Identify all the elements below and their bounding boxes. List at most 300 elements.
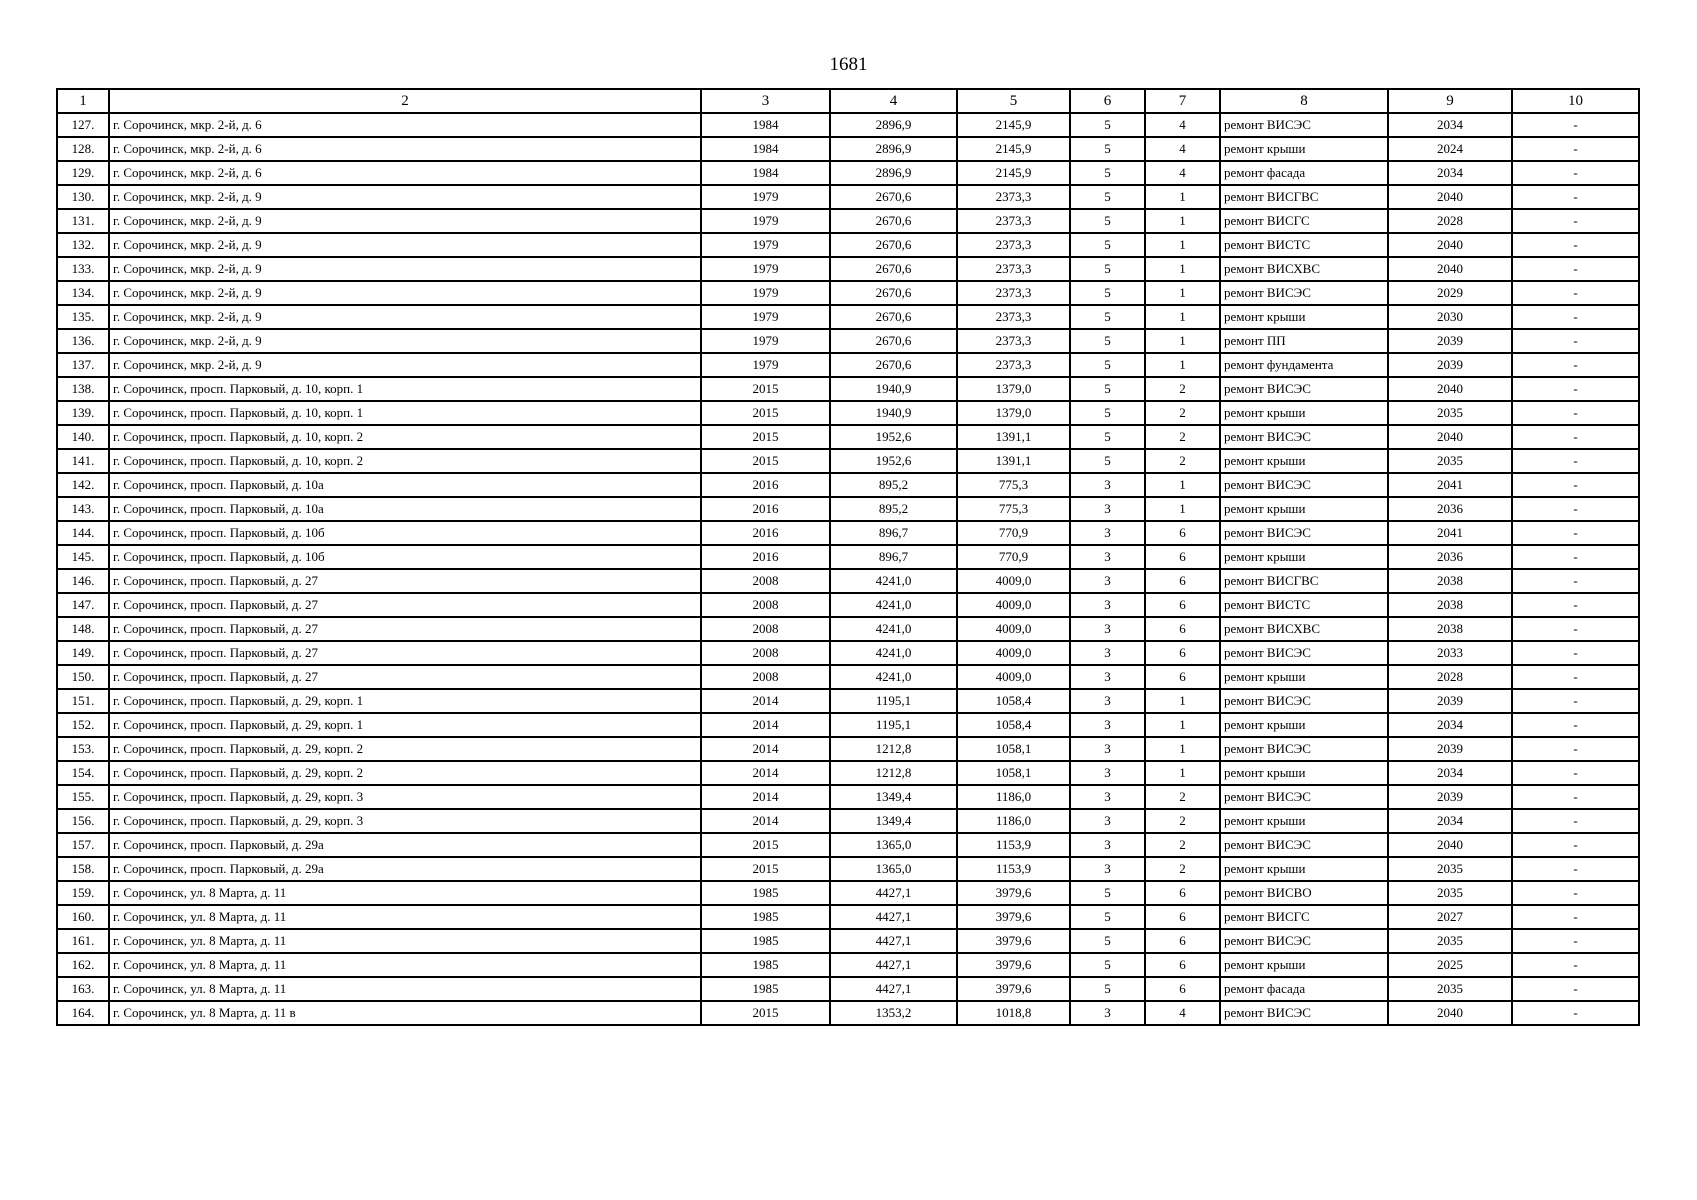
table-row bbox=[57, 209, 1639, 233]
cell-address: г. Сорочинск, просп. Парковый, д. 29, корп. 1 bbox=[109, 689, 701, 713]
cell-total-area: 1952,6 bbox=[830, 449, 957, 473]
cell-address: г. Сорочинск, просп. Парковый, д. 10, корп. 1 bbox=[109, 401, 701, 425]
cell-note: - bbox=[1512, 425, 1639, 449]
table-row bbox=[57, 953, 1639, 977]
cell-work-type: ремонт ВИСВО bbox=[1220, 881, 1388, 905]
header-row bbox=[57, 89, 1639, 113]
table-body bbox=[57, 113, 1639, 1025]
cell-total-area: 4427,1 bbox=[830, 977, 957, 1001]
cell-work-type: ремонт ВИСЭС bbox=[1220, 1001, 1388, 1025]
cell-address: г. Сорочинск, просп. Парковый, д. 29, корп. 2 bbox=[109, 761, 701, 785]
table-row bbox=[57, 401, 1639, 425]
cell-row-number: 154. bbox=[57, 761, 109, 785]
cell-work-type: ремонт ВИСТС bbox=[1220, 233, 1388, 257]
cell-entrances: 1 bbox=[1145, 737, 1220, 761]
cell-living-area: 1153,9 bbox=[957, 857, 1070, 881]
cell-note: - bbox=[1512, 257, 1639, 281]
cell-entrances: 6 bbox=[1145, 521, 1220, 545]
cell-total-area: 2670,6 bbox=[830, 281, 957, 305]
cell-row-number: 134. bbox=[57, 281, 109, 305]
cell-address: г. Сорочинск, мкр. 2-й, д. 9 bbox=[109, 233, 701, 257]
cell-entrances: 6 bbox=[1145, 977, 1220, 1001]
cell-work-type: ремонт ВИСГВС bbox=[1220, 569, 1388, 593]
table-row bbox=[57, 521, 1639, 545]
cell-row-number: 149. bbox=[57, 641, 109, 665]
cell-planned-year: 2041 bbox=[1388, 521, 1512, 545]
cell-floors: 5 bbox=[1070, 377, 1145, 401]
cell-note: - bbox=[1512, 689, 1639, 713]
column-header-10: 10 bbox=[1512, 89, 1639, 113]
cell-work-type: ремонт ВИСЭС bbox=[1220, 425, 1388, 449]
cell-entrances: 1 bbox=[1145, 305, 1220, 329]
cell-year-built: 1984 bbox=[701, 137, 830, 161]
cell-work-type: ремонт ВИСЭС bbox=[1220, 473, 1388, 497]
cell-row-number: 140. bbox=[57, 425, 109, 449]
cell-work-type: ремонт ВИСЭС bbox=[1220, 689, 1388, 713]
table-row bbox=[57, 593, 1639, 617]
cell-row-number: 129. bbox=[57, 161, 109, 185]
cell-address: г. Сорочинск, просп. Парковый, д. 29, корп. 3 bbox=[109, 785, 701, 809]
cell-work-type: ремонт фасада bbox=[1220, 977, 1388, 1001]
cell-living-area: 3979,6 bbox=[957, 929, 1070, 953]
cell-work-type: ремонт крыши bbox=[1220, 401, 1388, 425]
cell-year-built: 2015 bbox=[701, 425, 830, 449]
cell-living-area: 4009,0 bbox=[957, 569, 1070, 593]
cell-row-number: 147. bbox=[57, 593, 109, 617]
cell-work-type: ремонт крыши bbox=[1220, 137, 1388, 161]
cell-row-number: 137. bbox=[57, 353, 109, 377]
cell-address: г. Сорочинск, мкр. 2-й, д. 9 bbox=[109, 281, 701, 305]
cell-address: г. Сорочинск, ул. 8 Марта, д. 11 bbox=[109, 905, 701, 929]
table-row bbox=[57, 473, 1639, 497]
cell-address: г. Сорочинск, просп. Парковый, д. 29, корп. 3 bbox=[109, 809, 701, 833]
cell-living-area: 770,9 bbox=[957, 545, 1070, 569]
cell-row-number: 163. bbox=[57, 977, 109, 1001]
cell-floors: 3 bbox=[1070, 569, 1145, 593]
cell-total-area: 896,7 bbox=[830, 521, 957, 545]
cell-address: г. Сорочинск, мкр. 2-й, д. 9 bbox=[109, 353, 701, 377]
cell-year-built: 2014 bbox=[701, 785, 830, 809]
cell-planned-year: 2039 bbox=[1388, 353, 1512, 377]
cell-floors: 3 bbox=[1070, 785, 1145, 809]
cell-row-number: 156. bbox=[57, 809, 109, 833]
cell-note: - bbox=[1512, 401, 1639, 425]
cell-address: г. Сорочинск, просп. Парковый, д. 10а bbox=[109, 497, 701, 521]
cell-planned-year: 2035 bbox=[1388, 857, 1512, 881]
table-row bbox=[57, 281, 1639, 305]
table-row bbox=[57, 137, 1639, 161]
table-row bbox=[57, 353, 1639, 377]
cell-address: г. Сорочинск, ул. 8 Марта, д. 11 bbox=[109, 929, 701, 953]
cell-row-number: 139. bbox=[57, 401, 109, 425]
cell-entrances: 2 bbox=[1145, 449, 1220, 473]
cell-address: г. Сорочинск, мкр. 2-й, д. 9 bbox=[109, 209, 701, 233]
cell-row-number: 138. bbox=[57, 377, 109, 401]
cell-living-area: 1391,1 bbox=[957, 449, 1070, 473]
table-row bbox=[57, 905, 1639, 929]
cell-work-type: ремонт фасада bbox=[1220, 161, 1388, 185]
cell-entrances: 2 bbox=[1145, 377, 1220, 401]
cell-floors: 5 bbox=[1070, 137, 1145, 161]
cell-living-area: 1186,0 bbox=[957, 785, 1070, 809]
cell-planned-year: 2038 bbox=[1388, 617, 1512, 641]
cell-total-area: 2670,6 bbox=[830, 305, 957, 329]
cell-note: - bbox=[1512, 545, 1639, 569]
cell-address: г. Сорочинск, просп. Парковый, д. 27 bbox=[109, 641, 701, 665]
cell-total-area: 1940,9 bbox=[830, 401, 957, 425]
cell-row-number: 151. bbox=[57, 689, 109, 713]
table-row bbox=[57, 569, 1639, 593]
cell-entrances: 1 bbox=[1145, 497, 1220, 521]
repair-schedule-table bbox=[56, 88, 1640, 1026]
cell-address: г. Сорочинск, просп. Парковый, д. 10, корп. 2 bbox=[109, 425, 701, 449]
cell-planned-year: 2035 bbox=[1388, 401, 1512, 425]
cell-note: - bbox=[1512, 857, 1639, 881]
cell-address: г. Сорочинск, просп. Парковый, д. 29, корп. 2 bbox=[109, 737, 701, 761]
cell-floors: 3 bbox=[1070, 497, 1145, 521]
cell-planned-year: 2027 bbox=[1388, 905, 1512, 929]
cell-note: - bbox=[1512, 737, 1639, 761]
cell-planned-year: 2038 bbox=[1388, 569, 1512, 593]
cell-entrances: 6 bbox=[1145, 617, 1220, 641]
cell-planned-year: 2028 bbox=[1388, 209, 1512, 233]
cell-row-number: 143. bbox=[57, 497, 109, 521]
cell-year-built: 2016 bbox=[701, 497, 830, 521]
cell-work-type: ремонт крыши bbox=[1220, 665, 1388, 689]
cell-address: г. Сорочинск, ул. 8 Марта, д. 11 bbox=[109, 881, 701, 905]
cell-note: - bbox=[1512, 761, 1639, 785]
cell-planned-year: 2035 bbox=[1388, 929, 1512, 953]
cell-total-area: 1353,2 bbox=[830, 1001, 957, 1025]
cell-floors: 3 bbox=[1070, 617, 1145, 641]
cell-row-number: 127. bbox=[57, 113, 109, 137]
cell-work-type: ремонт ВИСЭС bbox=[1220, 113, 1388, 137]
table-row bbox=[57, 329, 1639, 353]
page-number: 1681 bbox=[829, 54, 868, 75]
cell-year-built: 1985 bbox=[701, 953, 830, 977]
cell-note: - bbox=[1512, 233, 1639, 257]
cell-address: г. Сорочинск, мкр. 2-й, д. 9 bbox=[109, 185, 701, 209]
cell-planned-year: 2036 bbox=[1388, 497, 1512, 521]
cell-floors: 3 bbox=[1070, 809, 1145, 833]
cell-floors: 5 bbox=[1070, 233, 1145, 257]
column-header-1: 1 bbox=[57, 89, 109, 113]
cell-note: - bbox=[1512, 161, 1639, 185]
cell-year-built: 2015 bbox=[701, 449, 830, 473]
cell-planned-year: 2036 bbox=[1388, 545, 1512, 569]
cell-note: - bbox=[1512, 449, 1639, 473]
column-header-4: 4 bbox=[830, 89, 957, 113]
cell-planned-year: 2034 bbox=[1388, 761, 1512, 785]
cell-year-built: 1985 bbox=[701, 977, 830, 1001]
cell-living-area: 2373,3 bbox=[957, 257, 1070, 281]
cell-entrances: 2 bbox=[1145, 833, 1220, 857]
cell-year-built: 2014 bbox=[701, 713, 830, 737]
cell-floors: 3 bbox=[1070, 737, 1145, 761]
column-header-8: 8 bbox=[1220, 89, 1388, 113]
cell-year-built: 2008 bbox=[701, 569, 830, 593]
cell-living-area: 2373,3 bbox=[957, 185, 1070, 209]
cell-work-type: ремонт крыши bbox=[1220, 545, 1388, 569]
cell-total-area: 1365,0 bbox=[830, 857, 957, 881]
cell-total-area: 896,7 bbox=[830, 545, 957, 569]
cell-address: г. Сорочинск, ул. 8 Марта, д. 11 bbox=[109, 977, 701, 1001]
cell-living-area: 1058,4 bbox=[957, 689, 1070, 713]
cell-work-type: ремонт ВИСЭС bbox=[1220, 929, 1388, 953]
cell-entrances: 4 bbox=[1145, 161, 1220, 185]
cell-floors: 5 bbox=[1070, 425, 1145, 449]
cell-planned-year: 2034 bbox=[1388, 809, 1512, 833]
cell-floors: 3 bbox=[1070, 665, 1145, 689]
cell-living-area: 3979,6 bbox=[957, 953, 1070, 977]
cell-row-number: 164. bbox=[57, 1001, 109, 1025]
cell-floors: 5 bbox=[1070, 953, 1145, 977]
cell-floors: 3 bbox=[1070, 545, 1145, 569]
cell-living-area: 1186,0 bbox=[957, 809, 1070, 833]
cell-year-built: 2008 bbox=[701, 617, 830, 641]
cell-entrances: 1 bbox=[1145, 233, 1220, 257]
cell-floors: 3 bbox=[1070, 1001, 1145, 1025]
cell-entrances: 6 bbox=[1145, 953, 1220, 977]
cell-floors: 5 bbox=[1070, 329, 1145, 353]
cell-address: г. Сорочинск, просп. Парковый, д. 27 bbox=[109, 617, 701, 641]
cell-note: - bbox=[1512, 977, 1639, 1001]
cell-living-area: 1379,0 bbox=[957, 377, 1070, 401]
cell-year-built: 2008 bbox=[701, 641, 830, 665]
cell-year-built: 1979 bbox=[701, 329, 830, 353]
cell-address: г. Сорочинск, мкр. 2-й, д. 9 bbox=[109, 305, 701, 329]
table-row bbox=[57, 737, 1639, 761]
cell-floors: 5 bbox=[1070, 449, 1145, 473]
column-header-5: 5 bbox=[957, 89, 1070, 113]
table-row bbox=[57, 665, 1639, 689]
cell-total-area: 2670,6 bbox=[830, 209, 957, 233]
table-row bbox=[57, 689, 1639, 713]
cell-note: - bbox=[1512, 209, 1639, 233]
cell-total-area: 2896,9 bbox=[830, 113, 957, 137]
cell-living-area: 2373,3 bbox=[957, 353, 1070, 377]
cell-row-number: 152. bbox=[57, 713, 109, 737]
cell-year-built: 2015 bbox=[701, 377, 830, 401]
cell-year-built: 2015 bbox=[701, 833, 830, 857]
cell-note: - bbox=[1512, 809, 1639, 833]
cell-planned-year: 2025 bbox=[1388, 953, 1512, 977]
cell-work-type: ремонт крыши bbox=[1220, 305, 1388, 329]
column-header-2: 2 bbox=[109, 89, 701, 113]
cell-address: г. Сорочинск, просп. Парковый, д. 10б bbox=[109, 521, 701, 545]
cell-living-area: 1379,0 bbox=[957, 401, 1070, 425]
cell-row-number: 153. bbox=[57, 737, 109, 761]
cell-living-area: 1058,1 bbox=[957, 761, 1070, 785]
cell-note: - bbox=[1512, 521, 1639, 545]
cell-year-built: 1979 bbox=[701, 281, 830, 305]
cell-floors: 3 bbox=[1070, 833, 1145, 857]
table-row bbox=[57, 545, 1639, 569]
cell-planned-year: 2040 bbox=[1388, 833, 1512, 857]
cell-note: - bbox=[1512, 1001, 1639, 1025]
cell-note: - bbox=[1512, 113, 1639, 137]
cell-entrances: 2 bbox=[1145, 857, 1220, 881]
cell-total-area: 4241,0 bbox=[830, 665, 957, 689]
cell-living-area: 1058,1 bbox=[957, 737, 1070, 761]
cell-living-area: 775,3 bbox=[957, 473, 1070, 497]
cell-row-number: 150. bbox=[57, 665, 109, 689]
cell-address: г. Сорочинск, мкр. 2-й, д. 9 bbox=[109, 257, 701, 281]
cell-year-built: 2014 bbox=[701, 737, 830, 761]
cell-work-type: ремонт крыши bbox=[1220, 857, 1388, 881]
cell-total-area: 895,2 bbox=[830, 497, 957, 521]
cell-note: - bbox=[1512, 929, 1639, 953]
cell-entrances: 6 bbox=[1145, 641, 1220, 665]
cell-work-type: ремонт ВИСХВС bbox=[1220, 257, 1388, 281]
cell-year-built: 1979 bbox=[701, 305, 830, 329]
cell-year-built: 1985 bbox=[701, 905, 830, 929]
cell-work-type: ремонт ВИСЭС bbox=[1220, 737, 1388, 761]
cell-year-built: 1985 bbox=[701, 881, 830, 905]
cell-year-built: 1979 bbox=[701, 353, 830, 377]
cell-floors: 3 bbox=[1070, 761, 1145, 785]
cell-year-built: 2014 bbox=[701, 761, 830, 785]
cell-work-type: ремонт ВИСТС bbox=[1220, 593, 1388, 617]
cell-floors: 3 bbox=[1070, 521, 1145, 545]
cell-year-built: 2008 bbox=[701, 593, 830, 617]
table-row bbox=[57, 497, 1639, 521]
cell-year-built: 1979 bbox=[701, 233, 830, 257]
cell-note: - bbox=[1512, 905, 1639, 929]
cell-entrances: 1 bbox=[1145, 185, 1220, 209]
cell-planned-year: 2040 bbox=[1388, 185, 1512, 209]
cell-total-area: 4427,1 bbox=[830, 881, 957, 905]
table-row bbox=[57, 857, 1639, 881]
cell-note: - bbox=[1512, 353, 1639, 377]
cell-row-number: 144. bbox=[57, 521, 109, 545]
cell-work-type: ремонт ВИСЭС bbox=[1220, 281, 1388, 305]
cell-row-number: 133. bbox=[57, 257, 109, 281]
cell-address: г. Сорочинск, просп. Парковый, д. 27 bbox=[109, 593, 701, 617]
cell-floors: 5 bbox=[1070, 161, 1145, 185]
cell-entrances: 6 bbox=[1145, 881, 1220, 905]
cell-row-number: 159. bbox=[57, 881, 109, 905]
cell-year-built: 1985 bbox=[701, 929, 830, 953]
cell-living-area: 1391,1 bbox=[957, 425, 1070, 449]
cell-entrances: 4 bbox=[1145, 1001, 1220, 1025]
cell-total-area: 2670,6 bbox=[830, 185, 957, 209]
cell-entrances: 1 bbox=[1145, 713, 1220, 737]
cell-address: г. Сорочинск, ул. 8 Марта, д. 11 bbox=[109, 953, 701, 977]
cell-entrances: 6 bbox=[1145, 545, 1220, 569]
table-row bbox=[57, 377, 1639, 401]
cell-year-built: 2014 bbox=[701, 809, 830, 833]
table-row bbox=[57, 641, 1639, 665]
cell-row-number: 158. bbox=[57, 857, 109, 881]
cell-year-built: 2016 bbox=[701, 545, 830, 569]
cell-total-area: 4427,1 bbox=[830, 953, 957, 977]
cell-planned-year: 2038 bbox=[1388, 593, 1512, 617]
cell-planned-year: 2034 bbox=[1388, 161, 1512, 185]
cell-note: - bbox=[1512, 281, 1639, 305]
cell-total-area: 1212,8 bbox=[830, 737, 957, 761]
cell-work-type: ремонт ПП bbox=[1220, 329, 1388, 353]
cell-note: - bbox=[1512, 305, 1639, 329]
table-row bbox=[57, 449, 1639, 473]
cell-entrances: 6 bbox=[1145, 905, 1220, 929]
cell-total-area: 4427,1 bbox=[830, 905, 957, 929]
cell-planned-year: 2041 bbox=[1388, 473, 1512, 497]
cell-planned-year: 2040 bbox=[1388, 1001, 1512, 1025]
cell-year-built: 1979 bbox=[701, 185, 830, 209]
cell-row-number: 131. bbox=[57, 209, 109, 233]
cell-row-number: 157. bbox=[57, 833, 109, 857]
cell-work-type: ремонт ВИСХВС bbox=[1220, 617, 1388, 641]
table-row bbox=[57, 305, 1639, 329]
cell-address: г. Сорочинск, мкр. 2-й, д. 6 bbox=[109, 113, 701, 137]
cell-total-area: 4241,0 bbox=[830, 617, 957, 641]
cell-total-area: 2670,6 bbox=[830, 329, 957, 353]
cell-floors: 3 bbox=[1070, 473, 1145, 497]
cell-total-area: 4427,1 bbox=[830, 929, 957, 953]
cell-work-type: ремонт ВИСЭС bbox=[1220, 833, 1388, 857]
cell-planned-year: 2040 bbox=[1388, 233, 1512, 257]
cell-work-type: ремонт крыши bbox=[1220, 809, 1388, 833]
cell-entrances: 6 bbox=[1145, 929, 1220, 953]
cell-floors: 5 bbox=[1070, 305, 1145, 329]
cell-address: г. Сорочинск, просп. Парковый, д. 29а bbox=[109, 857, 701, 881]
cell-address: г. Сорочинск, просп. Парковый, д. 10, корп. 1 bbox=[109, 377, 701, 401]
cell-total-area: 1212,8 bbox=[830, 761, 957, 785]
cell-living-area: 2373,3 bbox=[957, 233, 1070, 257]
cell-note: - bbox=[1512, 833, 1639, 857]
cell-total-area: 1195,1 bbox=[830, 713, 957, 737]
cell-entrances: 1 bbox=[1145, 209, 1220, 233]
cell-work-type: ремонт крыши bbox=[1220, 761, 1388, 785]
cell-planned-year: 2040 bbox=[1388, 257, 1512, 281]
cell-living-area: 3979,6 bbox=[957, 977, 1070, 1001]
cell-floors: 3 bbox=[1070, 641, 1145, 665]
cell-total-area: 2896,9 bbox=[830, 161, 957, 185]
cell-address: г. Сорочинск, просп. Парковый, д. 10б bbox=[109, 545, 701, 569]
cell-year-built: 1979 bbox=[701, 257, 830, 281]
table-row bbox=[57, 617, 1639, 641]
cell-note: - bbox=[1512, 329, 1639, 353]
cell-work-type: ремонт ВИСГС bbox=[1220, 209, 1388, 233]
cell-address: г. Сорочинск, просп. Парковый, д. 29, корп. 1 bbox=[109, 713, 701, 737]
cell-floors: 5 bbox=[1070, 401, 1145, 425]
cell-row-number: 161. bbox=[57, 929, 109, 953]
cell-living-area: 4009,0 bbox=[957, 617, 1070, 641]
cell-total-area: 1365,0 bbox=[830, 833, 957, 857]
cell-total-area: 895,2 bbox=[830, 473, 957, 497]
cell-floors: 3 bbox=[1070, 857, 1145, 881]
column-header-3: 3 bbox=[701, 89, 830, 113]
cell-note: - bbox=[1512, 593, 1639, 617]
cell-entrances: 2 bbox=[1145, 785, 1220, 809]
cell-living-area: 770,9 bbox=[957, 521, 1070, 545]
cell-planned-year: 2035 bbox=[1388, 881, 1512, 905]
table-row bbox=[57, 929, 1639, 953]
cell-note: - bbox=[1512, 713, 1639, 737]
cell-entrances: 2 bbox=[1145, 809, 1220, 833]
cell-living-area: 1058,4 bbox=[957, 713, 1070, 737]
cell-planned-year: 2039 bbox=[1388, 737, 1512, 761]
cell-work-type: ремонт ВИСГВС bbox=[1220, 185, 1388, 209]
cell-entrances: 6 bbox=[1145, 665, 1220, 689]
cell-planned-year: 2030 bbox=[1388, 305, 1512, 329]
cell-total-area: 2896,9 bbox=[830, 137, 957, 161]
cell-floors: 5 bbox=[1070, 977, 1145, 1001]
cell-year-built: 2015 bbox=[701, 857, 830, 881]
table-row bbox=[57, 785, 1639, 809]
cell-living-area: 3979,6 bbox=[957, 881, 1070, 905]
